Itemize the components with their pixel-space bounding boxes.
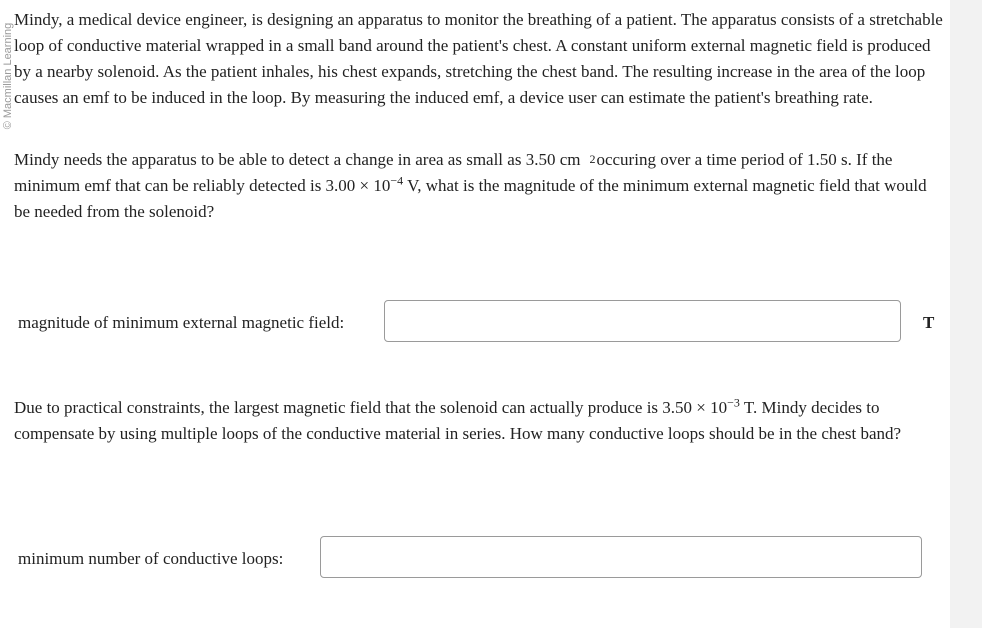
right-gutter — [950, 0, 982, 628]
loops-input[interactable] — [320, 536, 922, 578]
part2-text-b: T. Mindy decides to compensate by using multiple loops of the conductive material in series. How many conductive loops should be in the chest band? — [14, 398, 902, 443]
copyright-watermark: © Macmillan Learning — [2, 22, 14, 130]
part1-text-b: occuring over a time period of 1.50 s. If the minimum emf that can be reliably detected is 3.00 × 10 — [14, 150, 893, 195]
part2-text-a: Due to practical constraints, the largest magnetic field that the solenoid can actually produce is 3.50 × 10 — [14, 398, 728, 417]
part1-text-c: V, what is the magnitude of the minimum external magnetic field that would be needed from the solenoid? — [14, 176, 927, 221]
loops-label: minimum number of conductive loops: — [18, 549, 284, 568]
part1-question — [14, 147, 944, 225]
field-exponent: −3 — [727, 395, 740, 410]
tesla-unit-label: T — [923, 313, 935, 332]
area-exponent: 2 — [589, 152, 596, 166]
part2-question — [14, 395, 944, 447]
magnetic-field-label: magnitude of minimum external magnetic field: — [18, 313, 345, 332]
magnetic-field-input[interactable] — [384, 300, 901, 342]
problem-intro: Mindy, a medical device engineer, is designing an apparatus to monitor the breathing of a patient. The apparatus consists of a stretchable loop of conductive material wrapped in a small band around the patient's chest. A constant uniform external magnetic field is produced by a nearby solenoid. As the patient inhales, his chest expands, stretching the chest band. The resulting increase in the area of the loop causes an emf to be induced in the loop. By measuring the induced emf, a device user can estimate the patient's breathing rate. — [14, 10, 943, 107]
emf-exponent: −4 — [390, 173, 404, 188]
part1-text-a: Mindy needs the apparatus to be able to detect a change in area as small as 3.50 cm — [14, 150, 581, 169]
